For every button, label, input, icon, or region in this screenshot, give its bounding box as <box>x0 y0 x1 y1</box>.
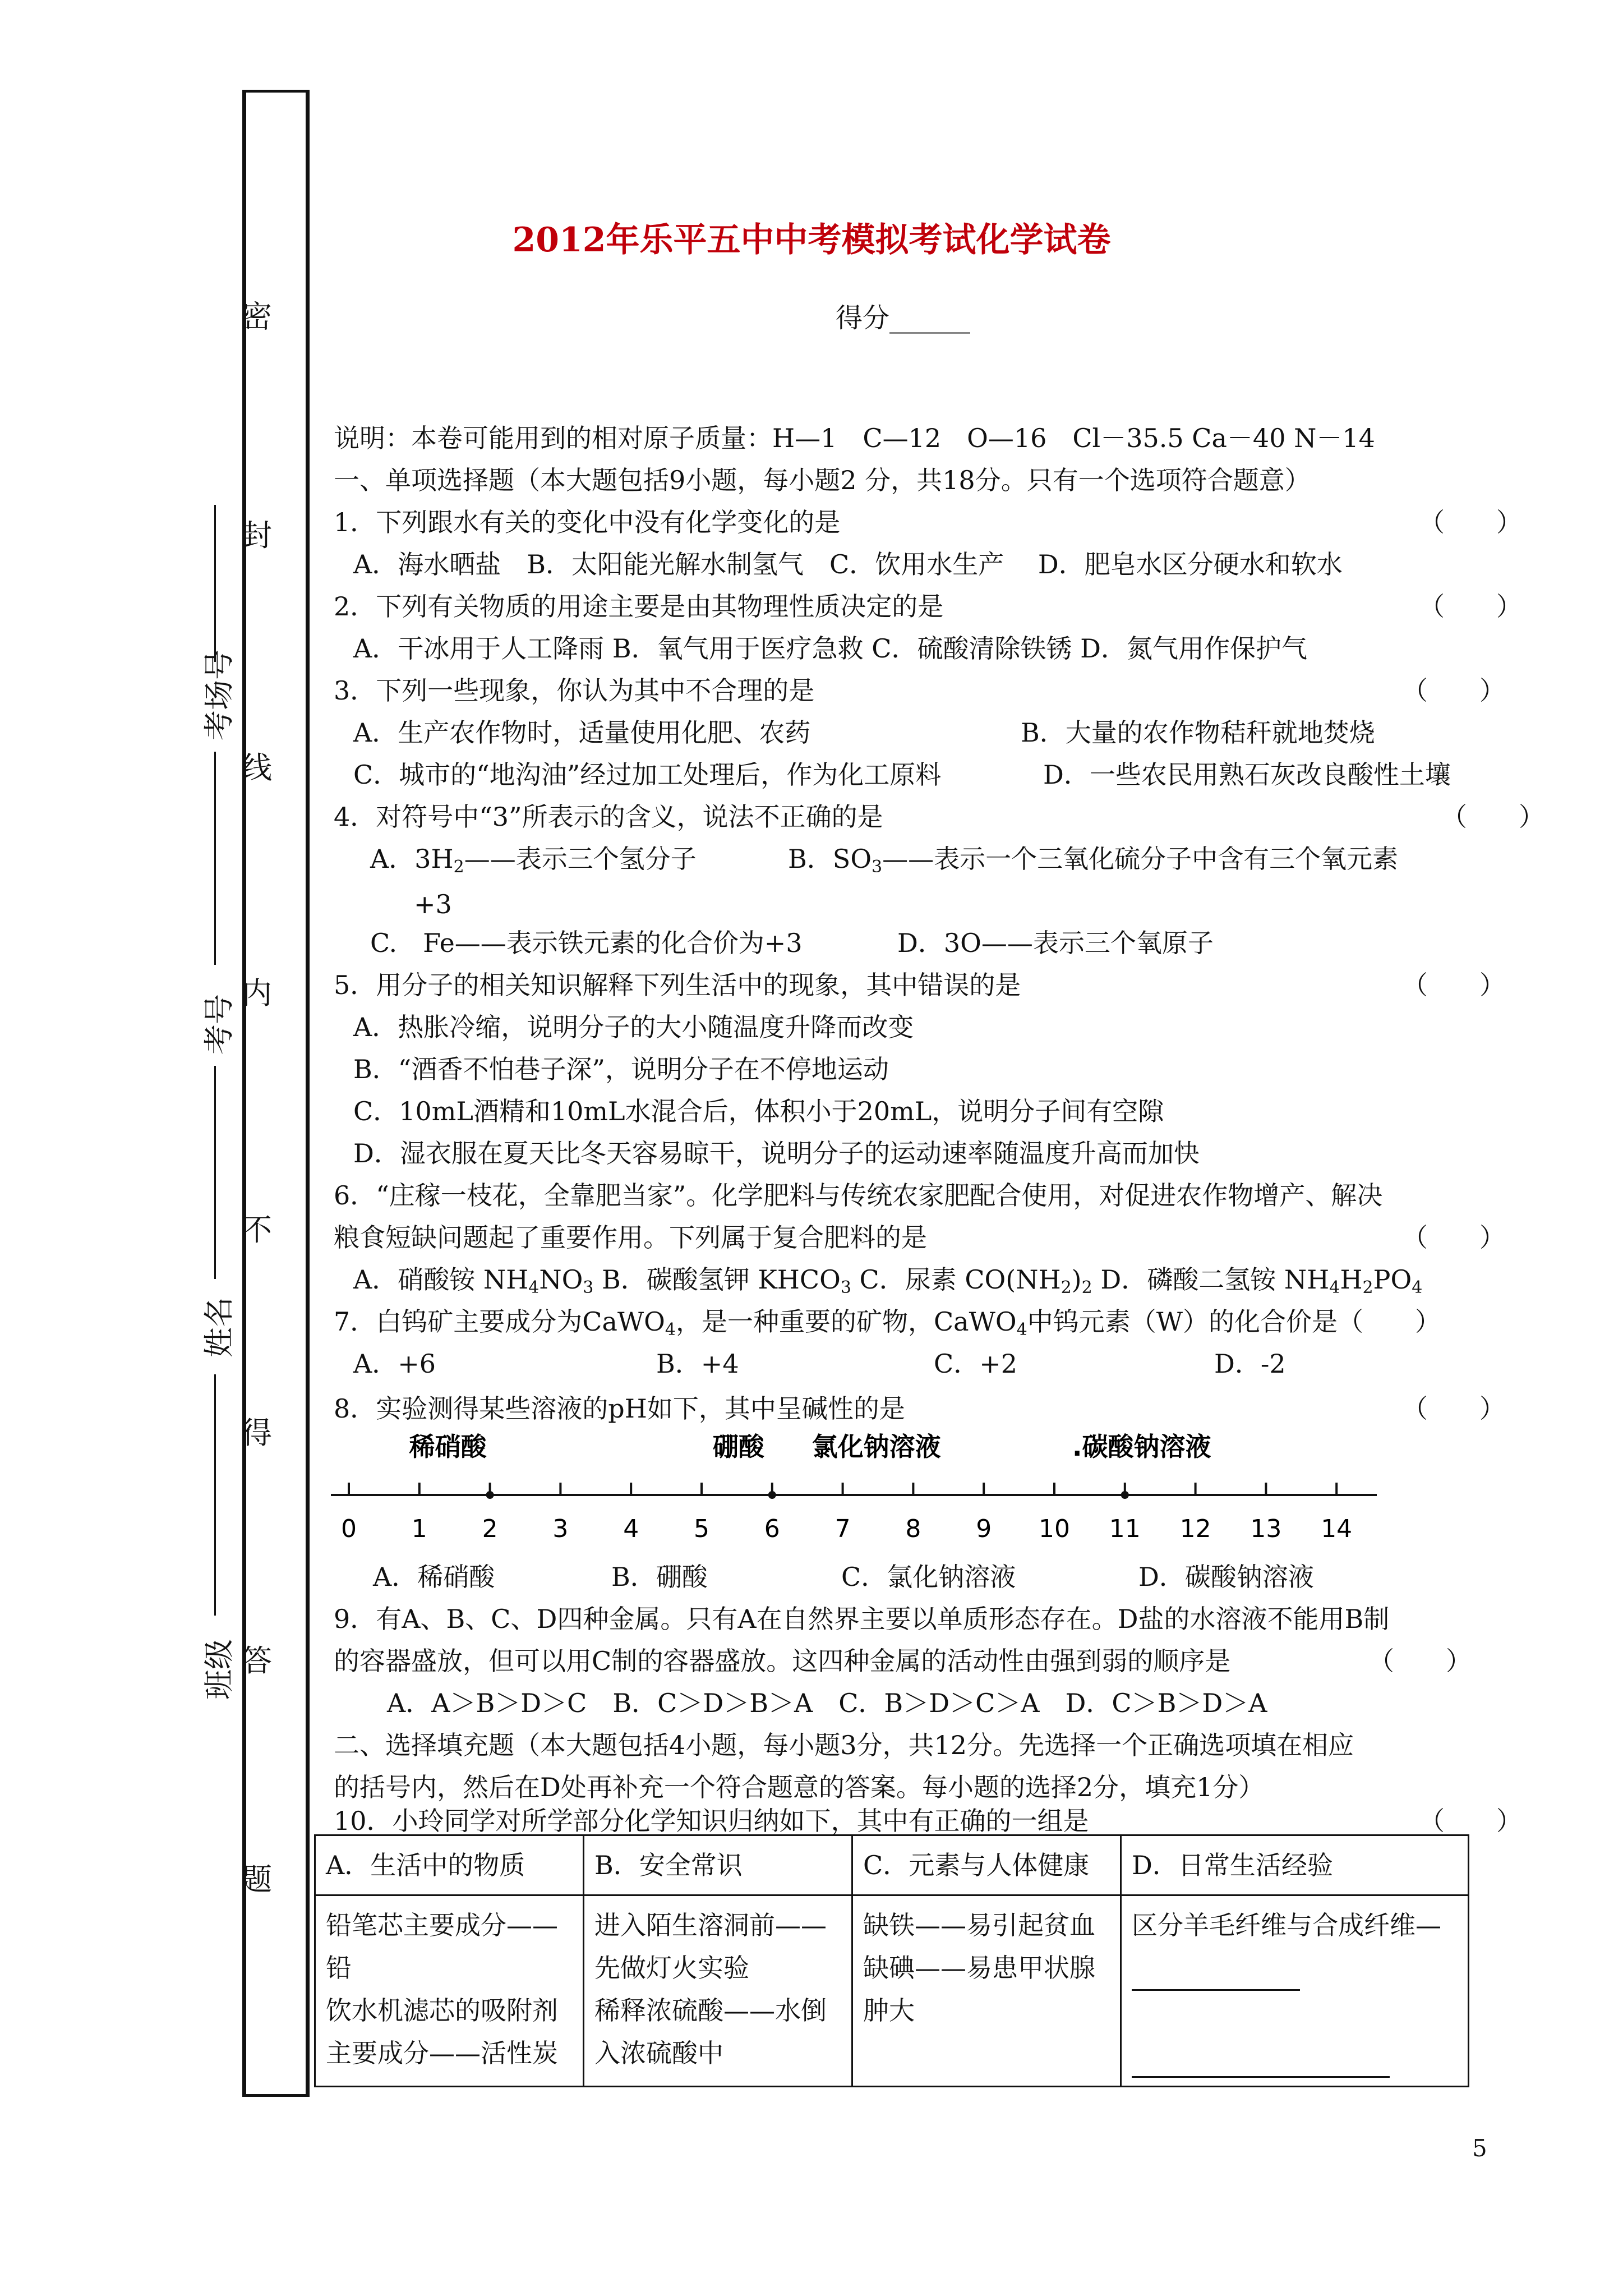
fill-blank[interactable] <box>1132 2033 1390 2078</box>
ph-substance-label: 硼酸 <box>712 1432 764 1462</box>
q4-stem: 4．对符号中“3”所表示的含义，说法不正确的是 <box>334 802 883 832</box>
answer-paren: （ ） <box>1368 1646 1472 1676</box>
q3-option-c: C．城市的“地沟油”经过加工处理后，作为化工原料 <box>353 760 942 790</box>
section2-heading-line1: 二、选择填充题（本大题包括4小题，每小题3分，共12分。先选择一个正确选项填在相应 <box>334 1730 1354 1760</box>
exam-room-label: 考场号 <box>201 650 237 740</box>
ph-substance-label: .碳酸钠溶液 <box>1072 1432 1211 1462</box>
answer-paren: （ ） <box>1402 1393 1505 1424</box>
ph-tick-label: 12 <box>1179 1515 1211 1543</box>
ph-tick-label: 10 <box>1039 1515 1070 1543</box>
student-name-label: 姓名 <box>201 1297 237 1358</box>
answer-paren: （ ） <box>1402 970 1505 1000</box>
table-cell: 铅笔芯主要成分——铅 饮水机滤芯的吸附剂主要成分——活性炭 <box>315 1895 584 2087</box>
ph-tick-label: 14 <box>1321 1515 1353 1543</box>
ph-tick-label: 4 <box>623 1515 639 1543</box>
q10-table <box>314 1834 1469 2087</box>
seal-char: 内 <box>242 976 272 1011</box>
table-header-cell: D．日常生活经验 <box>1121 1835 1469 1895</box>
q4-option-d: D．3O——表示三个氧原子 <box>897 928 1214 958</box>
table-row <box>315 1895 1469 2087</box>
seal-char: 线 <box>242 750 272 785</box>
q6-options: A．硝酸铵 $NH_4NO_3$ B．碳酸氢钾 $KHCO_3$ C．尿素 $CO(NH_2)_2$ D．磷酸二氢铵 $NH_4H_2PO_4$ <box>353 1264 1423 1297</box>
q8-option-c: C．氯化钠溶液 <box>841 1562 1016 1592</box>
section1-heading: 一、单项选择题（本大题包括9小题，每小题2 分，共18分。只有一个选项符合题意） <box>334 465 1311 495</box>
q7-stem: 7．白钨矿主要成分为CaWO$_4$，是一种重要的矿物，CaWO$_4$中钨元素（W）的化合价是（ ） <box>334 1306 1441 1340</box>
ph-tick-label: 1 <box>411 1515 427 1543</box>
seal-char: 封 <box>242 518 272 553</box>
q7-option-d: D．-2 <box>1214 1349 1286 1379</box>
class-label: 班级 <box>201 1639 237 1700</box>
q3-option-b: B．大量的农作物秸秆就地焚烧 <box>1021 717 1375 748</box>
ph-labels <box>409 1432 1211 1462</box>
answer-paren: （ ） <box>1419 1806 1522 1836</box>
ph-tick-label: 13 <box>1250 1515 1282 1543</box>
q4-valence-mark: +3 <box>414 889 452 919</box>
q7-option-a: A．+6 <box>353 1349 436 1379</box>
exam-number-label: 考号 <box>201 994 237 1055</box>
seal-char: 不 <box>242 1212 272 1248</box>
q6-stem-line2: 粮食短缺问题起了重要作用。下列属于复合肥料的是 <box>334 1222 927 1253</box>
table-cell-with-blanks <box>1121 1895 1469 2087</box>
ph-tick-label: 9 <box>976 1515 992 1543</box>
q4-option-b: B．$SO_3——$表示一个三氧化硫分子中含有三个氧元素 <box>788 844 1399 877</box>
page-number: 5 <box>1472 2134 1487 2162</box>
ph-substance-label: 稀硝酸 <box>409 1432 487 1462</box>
ph-tick-label: 5 <box>694 1515 709 1543</box>
answer-paren: （ ） <box>1402 675 1505 706</box>
q2-options: A．干冰用于人工降雨 B．氧气用于医疗急救 C．硫酸清除铁锈 D．氮气用作保护气 <box>353 633 1307 664</box>
q3-option-a: A．生产农作物时，适量使用化肥、农药 <box>353 717 811 748</box>
section2-heading-line2: 的括号内，然后在D处再补充一个符合题意的答案。每小题的选择2分，填充1分） <box>334 1772 1265 1802</box>
q6-stem-line1: 6．“庄稼一枝花，全靠肥当家”。化学肥料与传统农家肥配合使用，对促进农作物增产、解决 <box>334 1180 1383 1211</box>
q4-option-a: A．$3H_2——$表示三个氢分子 <box>370 844 697 877</box>
q8-option-a: A．稀硝酸 <box>373 1562 495 1592</box>
answer-paren: （ ） <box>1441 802 1544 832</box>
q9-stem-line2: 的容器盛放，但可以用C制的容器盛放。这四种金属的活动性由强到弱的顺序是 <box>334 1646 1231 1676</box>
seal-char: 答 <box>242 1643 272 1678</box>
q5-option-b: B．“酒香不怕巷子深”，说明分子在不停地运动 <box>353 1054 889 1084</box>
seal-char: 题 <box>242 1862 272 1897</box>
answer-paren: （ ） <box>1402 1222 1505 1253</box>
q5-stem: 5．用分子的相关知识解释下列生活中的现象，其中错误的是 <box>334 970 1021 1000</box>
q8-option-d: D．碳酸钠溶液 <box>1138 1562 1314 1592</box>
q5-option-a: A．热胀冷缩，说明分子的大小随温度升降而改变 <box>353 1012 914 1042</box>
q2-stem: 2．下列有关物质的用途主要是由其物理性质决定的是 <box>334 591 944 622</box>
q3-option-d: D．一些农民用熟石灰改良酸性土壤 <box>1043 760 1451 790</box>
table-header-row <box>315 1835 1469 1895</box>
q3-stem: 3．下列一些现象，你认为其中不合理的是 <box>334 675 815 706</box>
q8-stem: 8．实验测得某些溶液的pH如下，其中呈碱性的是 <box>334 1393 905 1424</box>
q7-option-b: B．+4 <box>656 1349 739 1379</box>
ph-tick-label: 7 <box>834 1515 851 1543</box>
table-header-cell: A．生活中的物质 <box>315 1835 584 1895</box>
ph-point <box>768 1491 776 1499</box>
table-header-cell: B．安全常识 <box>584 1835 852 1895</box>
ph-tick-label: 6 <box>764 1515 780 1543</box>
q5-option-c: C．10mL酒精和10mL水混合后，体积小于20mL，说明分子间有空隙 <box>353 1096 1164 1126</box>
ph-tick-label: 0 <box>341 1515 357 1543</box>
page-title: 2012年乐平五中中考模拟考试化学试卷 <box>512 220 1111 260</box>
ph-tick-label: 2 <box>482 1515 498 1543</box>
q9-stem-line1: 9．有A、B、C、D四种金属。只有A在自然界主要以单质形态存在。D盐的水溶液不能用B制 <box>334 1604 1390 1634</box>
table-cell: 缺铁——易引起贫血 缺碘——易患甲状腺肿大 <box>852 1895 1121 2087</box>
ph-substance-label: 氯化钠溶液 <box>811 1432 941 1462</box>
instructions: 说明：本卷可能用到的相对原子质量：H—1 C—12 O—16 Cl－35.5 Ca－40 N－14 <box>334 423 1375 453</box>
q5-option-d: D．湿衣服在夏天比冬天容易晾干，说明分子的运动速率随温度升高而加快 <box>353 1138 1200 1168</box>
seal-char: 得 <box>242 1415 272 1451</box>
q4-option-c: C. Fe——表示铁元素的化合价为+3 <box>370 928 803 958</box>
answer-paren: （ ） <box>1419 507 1522 537</box>
q10-stem: 10．小玲同学对所学部分化学知识归纳如下，其中有正确的一组是 <box>334 1806 1089 1836</box>
q1-options: A．海水晒盐 B．太阳能光解水制氢气 C．饮用水生产 D．肥皂水区分硬水和软水 <box>353 549 1343 579</box>
ph-tick-label: 8 <box>905 1515 921 1543</box>
score-field: 得分______ <box>836 302 971 334</box>
ph-tick-label: 11 <box>1109 1515 1141 1543</box>
table-cell-text: 区分羊毛纤维与合成纤维— <box>1132 1910 1441 1940</box>
fill-blank[interactable] <box>1132 1947 1300 1991</box>
answer-paren: （ ） <box>1419 591 1522 622</box>
q8-option-b: B．硼酸 <box>611 1562 708 1592</box>
q9-options: A．A＞B＞D＞C B．C＞D＞B＞A C．B＞D＞C＞A D．C＞B＞D＞A <box>387 1688 1267 1718</box>
seal-char: 密 <box>242 299 272 334</box>
ph-point <box>1121 1491 1129 1499</box>
table-cell: 进入陌生溶洞前——先做灯火实验 稀释浓硫酸——水倒入浓硫酸中 <box>584 1895 852 2087</box>
q7-option-c: C．+2 <box>934 1349 1018 1379</box>
ph-point <box>486 1491 494 1499</box>
q1-stem: 1．下列跟水有关的变化中没有化学变化的是 <box>334 507 841 537</box>
table-header-cell: C．元素与人体健康 <box>852 1835 1121 1895</box>
ph-ticks <box>341 1483 1352 1543</box>
ph-tick-label: 3 <box>552 1515 569 1543</box>
